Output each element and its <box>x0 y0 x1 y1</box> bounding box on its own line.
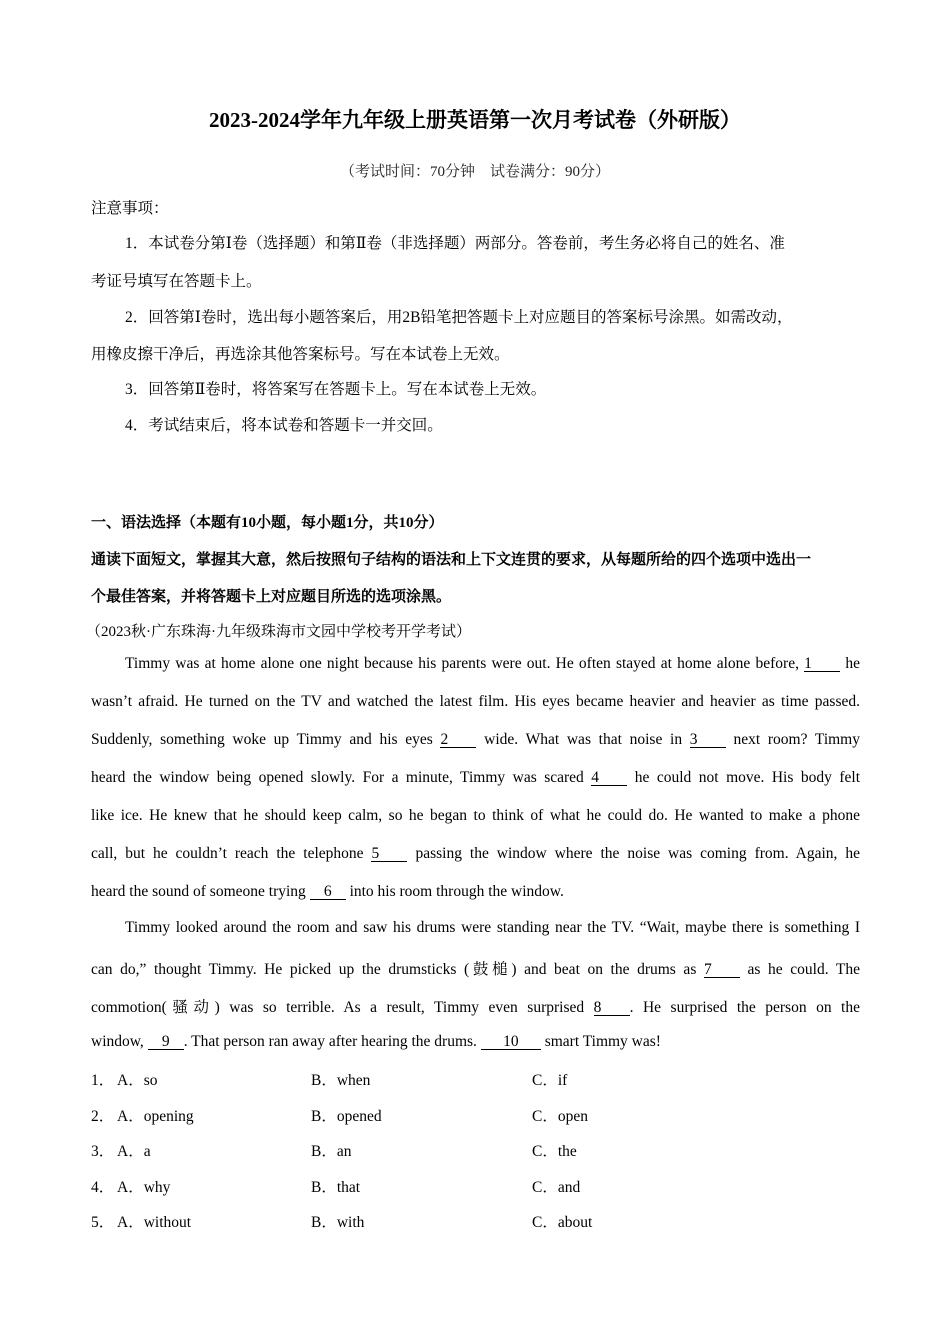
answer-blank: 10 <box>481 1034 541 1050</box>
section-instruction: 个最佳答案，并将答题卡上对应题目所选的选项涂黑。 <box>91 589 452 605</box>
passage-text: heard the sound of someone trying <box>91 883 310 900</box>
option-c: C．if <box>532 1072 568 1089</box>
notice-item: 3．回答第Ⅱ卷时，将答案写在答题卡上。写在本试卷上无效。 <box>125 381 547 398</box>
option-c: C．open <box>532 1108 588 1125</box>
answer-blank: 6 <box>310 884 346 900</box>
passage-text: Suddenly, something woke up Timmy and his eyes <box>91 731 441 748</box>
question-number: 5． <box>91 1214 115 1231</box>
passage-line <box>91 769 860 787</box>
option-c: C．and <box>532 1179 581 1196</box>
option-a: A．opening <box>117 1108 194 1125</box>
passage-text: he <box>840 655 860 672</box>
passage-line <box>91 995 860 1017</box>
section-heading: 一、语法选择（本题有10小题，每小题1分，共10分） <box>91 515 444 531</box>
option-c: C．the <box>532 1143 577 1160</box>
answer-blank: 4 <box>591 770 627 786</box>
option-b: B．with <box>311 1214 365 1231</box>
section-instruction: 通读下面短文，掌握其大意，然后按照句子结构的语法和上下文连贯的要求，从每题所给的四个选项中选出一 <box>91 552 812 568</box>
page-title: 2023-2024学年九年级上册英语第一次月考试卷（外研版） <box>209 108 741 132</box>
notice-item: 4．考试结束后，将本试卷和答题卡一并交回。 <box>125 417 443 434</box>
question-number: 1． <box>91 1072 115 1089</box>
notice-item: 用橡皮擦干净后，再选涂其他答案标号。写在本试卷上无效。 <box>91 346 510 363</box>
passage-text: heard the window being opened slowly. For a minute, Timmy was scared <box>91 769 592 786</box>
answer-blank: 3 <box>690 732 726 748</box>
question-source: （2023秋·广东珠海·九年级珠海市文园中学校考开学考试） <box>86 624 471 640</box>
passage-text: can do,” thought Timmy. He picked up the drumsticks (鼓槌) and beat on the drums as <box>91 961 704 978</box>
option-c: C．about <box>532 1214 593 1231</box>
notice-item: 2．回答第Ⅰ卷时，选出每小题答案后，用2B铅笔把答题卡上对应题目的答案标号涂黑。如需改动， <box>125 309 793 326</box>
passage-text: into his room through the window. <box>345 883 564 900</box>
passage-text: passing the window where the noise was coming from. Again, he <box>407 845 861 862</box>
passage-text: wide. What was that noise in <box>476 731 690 748</box>
option-a: A．why <box>117 1179 171 1196</box>
passage-text: window, <box>91 1033 148 1050</box>
answer-blank: 2 <box>440 732 476 748</box>
option-b: B．that <box>311 1179 361 1196</box>
option-a: A．a <box>117 1143 151 1160</box>
passage-text: call, but he couldn’t reach the telephone <box>91 845 372 862</box>
question-number: 4． <box>91 1179 115 1196</box>
answer-blank: 7 <box>704 962 740 978</box>
notice-heading: 注意事项： <box>91 200 169 217</box>
passage-text: as he could. The <box>739 961 861 978</box>
answer-blank: 5 <box>371 846 407 862</box>
question-number: 3． <box>91 1143 115 1160</box>
passage-text: like ice. He knew that he should keep calm, so he began to think of what he could do. He wanted to make a phone <box>91 807 860 824</box>
option-a: A．without <box>117 1214 192 1231</box>
passage-text: commotion(骚动) was so terrible. As a result, Timmy even surprised <box>91 999 594 1016</box>
option-b: B．when <box>311 1072 371 1089</box>
passage-line <box>91 807 860 825</box>
passage-text: Timmy was at home alone one night because his parents were out. He often stayed at home alone before, <box>125 655 805 672</box>
passage-line <box>91 845 860 863</box>
passage-line <box>91 693 860 711</box>
question-number: 2． <box>91 1108 115 1125</box>
answer-blank: 8 <box>594 1000 630 1016</box>
passage-text: he could not move. His body felt <box>627 769 860 786</box>
passage-text: . That person ran away after hearing the drums. <box>183 1033 481 1050</box>
passage-line <box>91 957 860 979</box>
passage-line <box>125 919 860 937</box>
exam-info: （考试时间：70分钟 试卷满分：90分） <box>339 164 610 180</box>
option-b: B．an <box>311 1143 352 1160</box>
answer-blank: 9 <box>148 1034 184 1050</box>
passage-line <box>125 655 860 673</box>
passage-line <box>91 883 860 901</box>
notice-item: 1．本试卷分第Ⅰ卷（选择题）和第Ⅱ卷（非选择题）两部分。答卷前，考生务必将自己的姓名、准 <box>125 235 785 252</box>
notice-item: 考证号填写在答题卡上。 <box>91 273 262 290</box>
passage-text: Timmy looked around the room and saw his drums were standing near the TV. “Wait, maybe there is something I <box>125 919 860 936</box>
option-b: B．opened <box>311 1108 382 1125</box>
passage-text: . He surprised the person on the <box>629 999 860 1016</box>
answer-blank: 1 <box>804 656 840 672</box>
passage-text: smart Timmy was! <box>540 1033 661 1050</box>
passage-line <box>91 731 860 749</box>
passage-text: next room? Timmy <box>725 731 860 748</box>
option-a: A．so <box>117 1072 158 1089</box>
passage-text: wasn’t afraid. He turned on the TV and watched the latest film. His eyes became heavier and heavier as time passed. <box>91 693 860 710</box>
passage-line <box>91 1033 860 1051</box>
